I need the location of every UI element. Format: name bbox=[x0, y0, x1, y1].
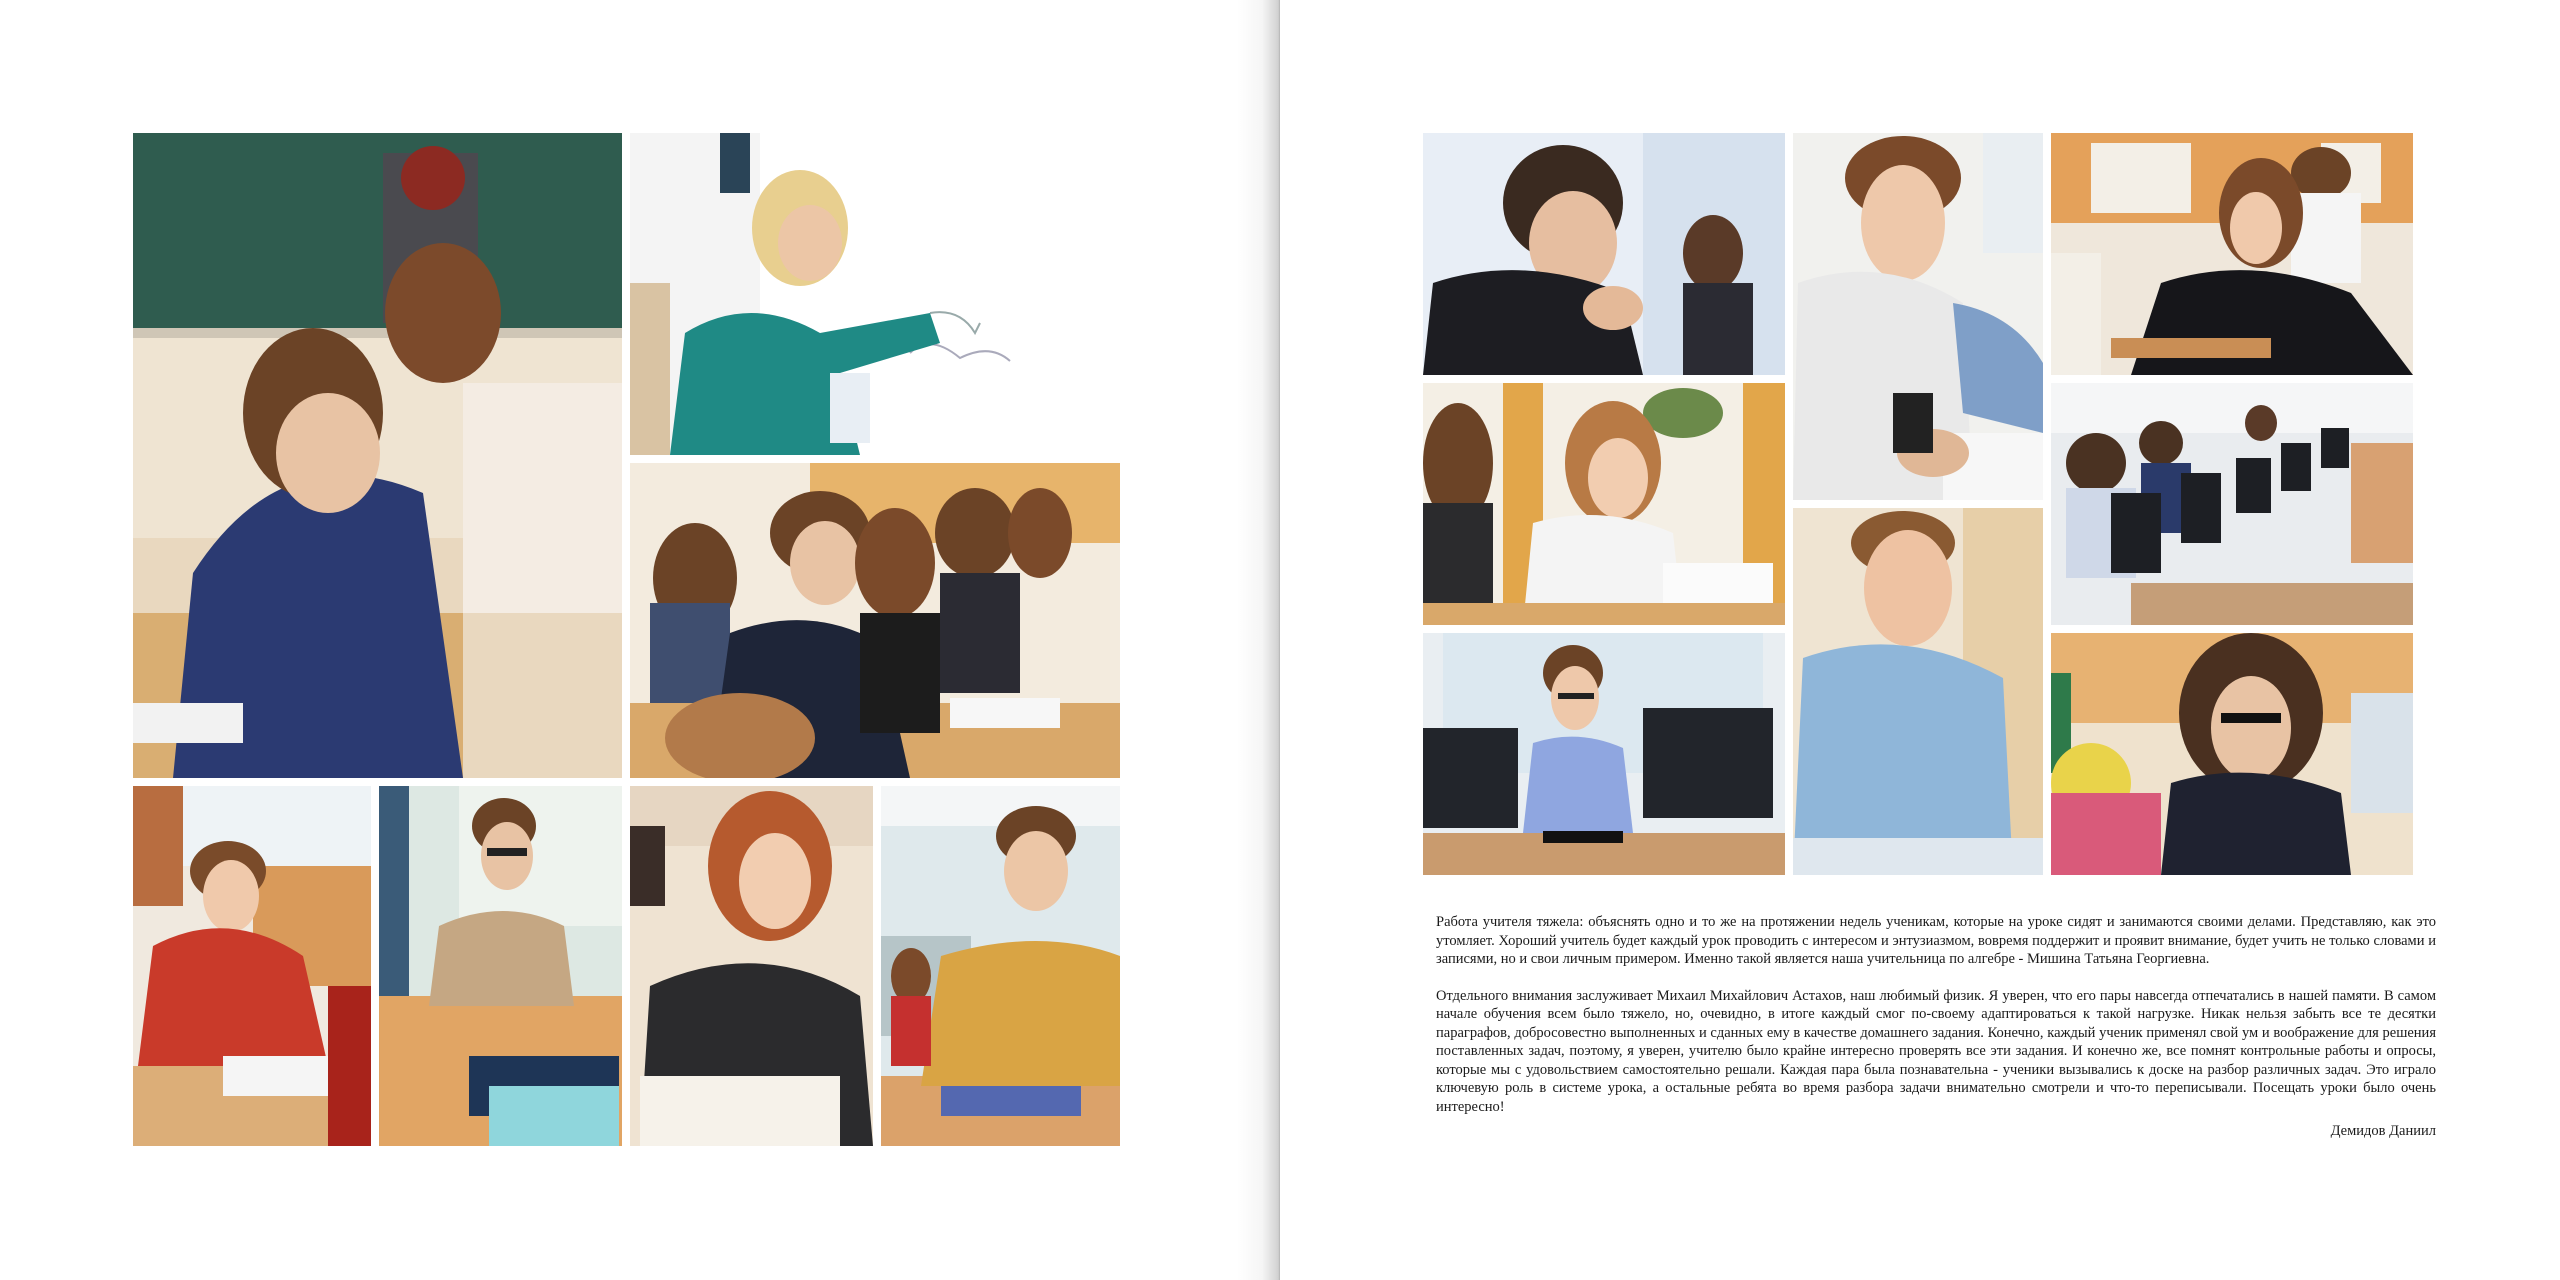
article-text-block bbox=[1436, 913, 2436, 1139]
teacher-at-chalkboard-photo bbox=[133, 133, 622, 778]
student-hand-on-chin-photo bbox=[1423, 133, 1785, 375]
article-paragraph-2: Отдельного внимания заслуживает Михаил Михайлович Астахов, наш любимый физик. Я уверен, что его пары навсегда отпечатались в нашей памяти. В самом начале обучения всем было тяжело, но, очевидно, в итоге каждый смог по-своему адаптироваться к такой нагрузке. Никак нельзя забыть все те десятки параграфов, добросовестно выполненных и сданных ему в качестве домашнего задания. Конечно, каждый ученик применял свой ум и воображение для решения поставленных задач, поэтому, я уверен, учителю было крайне интересно проверять все эти задания. И конечно же, все помнят контрольные работы и опросы, которые мы с удовольствием самостоятельно решали. Каждая пара была познавательна - ученики вызывались к доске на разбор различных задач. Это играло ключевую роль в системе урока, а остальные ребята во время разбора задачи внимательно смотрели и что-то переписывали. Посещать уроки было очень интересно! bbox=[1436, 987, 2436, 1115]
students-talking-photo bbox=[2051, 133, 2413, 375]
computer-class-photo bbox=[2051, 383, 2413, 625]
article-paragraph-1: Работа учителя тяжела: объяснять одно и то же на протяжении недель ученикам, которые на уроке сидят и занимаются своими делами. Представляю, как это утомляет. Хороший учитель будет каждый урок проводить с интересом и энтузиазмом, вовремя поддержит и проявит внимание, будет учить не только словами и записями, но и свои личным примером. Именно такой является наша учительница по алгебре - Мишина Татьяна Георгиевна. bbox=[1436, 914, 2436, 967]
student-blue-sweater-photo bbox=[1793, 508, 2043, 875]
student-red-sweater-photo bbox=[133, 786, 371, 1146]
girls-writing-photo bbox=[1423, 383, 1785, 625]
right-page bbox=[1280, 0, 2560, 1280]
student-writing-photo bbox=[1793, 133, 2043, 500]
student-at-computer-photo bbox=[1423, 633, 1785, 875]
author-signature: Демидов Даниил bbox=[2330, 1123, 2436, 1139]
student-glasses-photo bbox=[379, 786, 622, 1146]
students-at-desks-photo bbox=[630, 463, 1120, 778]
student-yellow-sweater-photo bbox=[881, 786, 1120, 1146]
student-thinking-photo bbox=[630, 786, 873, 1146]
student-long-hair-glasses-photo bbox=[2051, 633, 2413, 875]
teacher-at-whiteboard-photo bbox=[630, 133, 1120, 455]
